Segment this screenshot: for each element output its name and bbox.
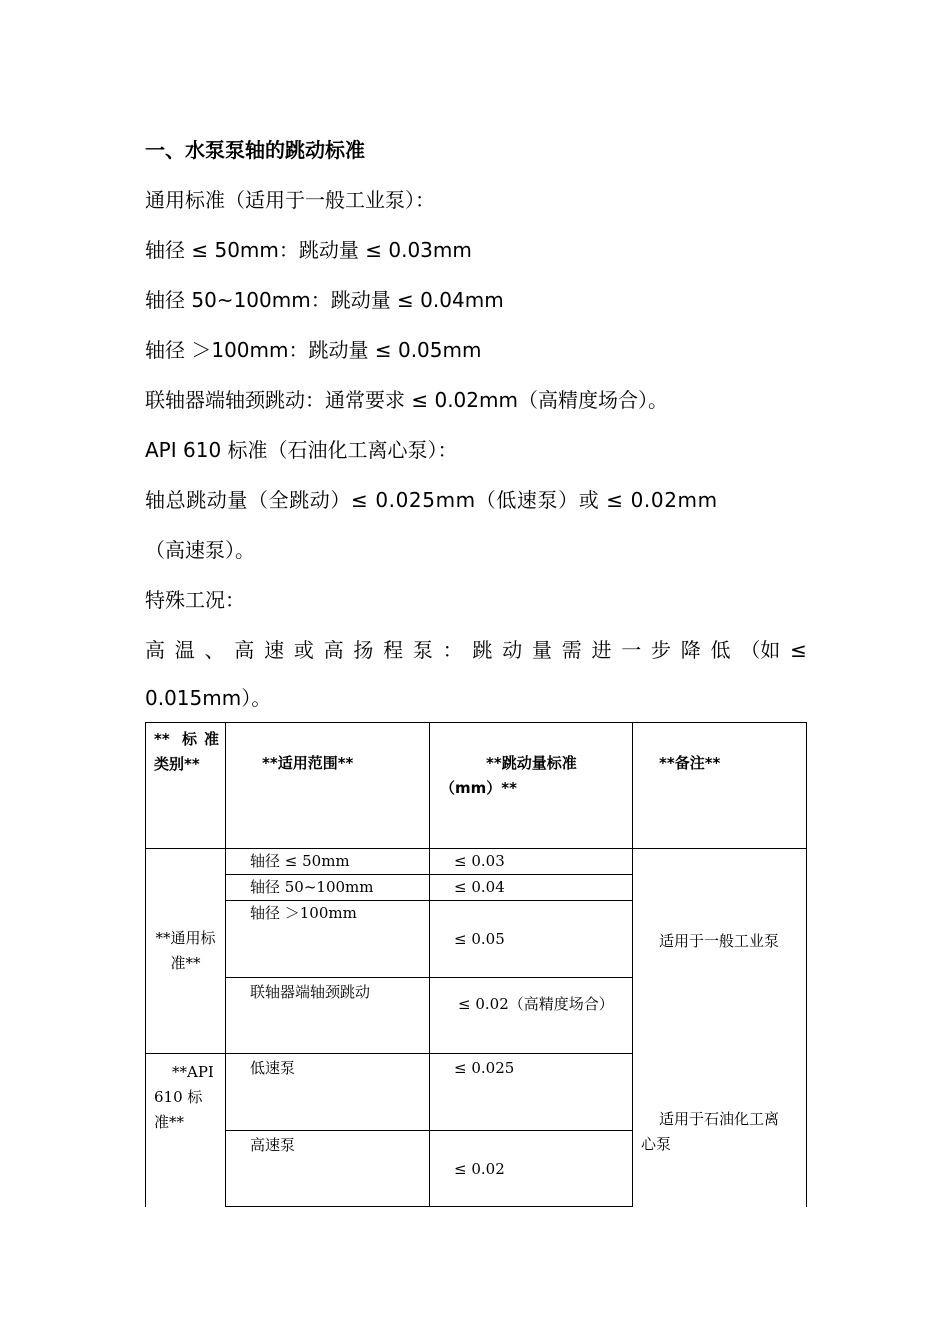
table-header-row — [146, 723, 807, 849]
header-category: ** 标准类别** — [146, 723, 226, 849]
api-standard-title: API 610 标准（石油化工离心泵）： — [145, 438, 458, 462]
note-api: 适用于石油化工离心泵 — [641, 1110, 780, 1153]
value-cell: ≤ 0.05 — [430, 901, 633, 978]
scope-cell: 轴径 ≤ 50mm — [226, 849, 430, 875]
notes-cell — [633, 849, 807, 1207]
value-cell: ≤ 0.02（高精度场合） — [430, 978, 633, 1054]
general-standard-title: 通用标准（适用于一般工业泵）： — [145, 188, 435, 212]
general-item-2: 轴径 50~100mm：跳动量 ≤ 0.04mm — [145, 288, 504, 312]
category-api: **API 610 标准** — [146, 1054, 226, 1207]
runout-standards-table — [145, 722, 807, 1207]
api-item-line-2: （高速泵）。 — [145, 538, 255, 562]
value-cell: ≤ 0.025 — [430, 1054, 633, 1131]
general-item-3: 轴径 ＞100mm：跳动量 ≤ 0.05mm — [145, 338, 482, 362]
note-general: 适用于一般工业泵 — [659, 932, 780, 950]
table-row — [146, 849, 807, 875]
scope-cell: 低速泵 — [226, 1054, 430, 1131]
header-runout: **跳动量标准（mm）** — [430, 723, 633, 849]
header-notes: **备注** — [633, 723, 807, 849]
category-general: **通用标准** — [146, 849, 226, 1054]
scope-cell: 轴径 ＞100mm — [226, 901, 430, 978]
special-item-line-1: 高 温 、 高 速 或 高 扬 程 泵 ： 跳 动 量 需 进 一 步 降 低 （如 ≤ — [145, 638, 807, 662]
scope-cell: 高速泵 — [226, 1131, 430, 1207]
general-item-1: 轴径 ≤ 50mm：跳动量 ≤ 0.03mm — [145, 238, 472, 262]
special-title: 特殊工况： — [145, 588, 245, 612]
scope-cell: 轴径 50~100mm — [226, 875, 430, 901]
general-item-4: 联轴器端轴颈跳动：通常要求 ≤ 0.02mm（高精度场合）。 — [145, 388, 668, 412]
section-title: 一、水泵泵轴的跳动标准 — [145, 138, 365, 162]
value-cell: ≤ 0.03 — [430, 849, 633, 875]
scope-cell: 联轴器端轴颈跳动 — [226, 978, 430, 1054]
value-cell: ≤ 0.02 — [430, 1131, 633, 1207]
header-scope: **适用范围** — [226, 723, 430, 849]
value-cell: ≤ 0.04 — [430, 875, 633, 901]
special-item-line-2: 0.015mm）。 — [145, 686, 272, 710]
api-item-line-1: 轴总跳动量（全跳动）≤ 0.025mm（低速泵）或 ≤ 0.02mm — [145, 488, 718, 512]
